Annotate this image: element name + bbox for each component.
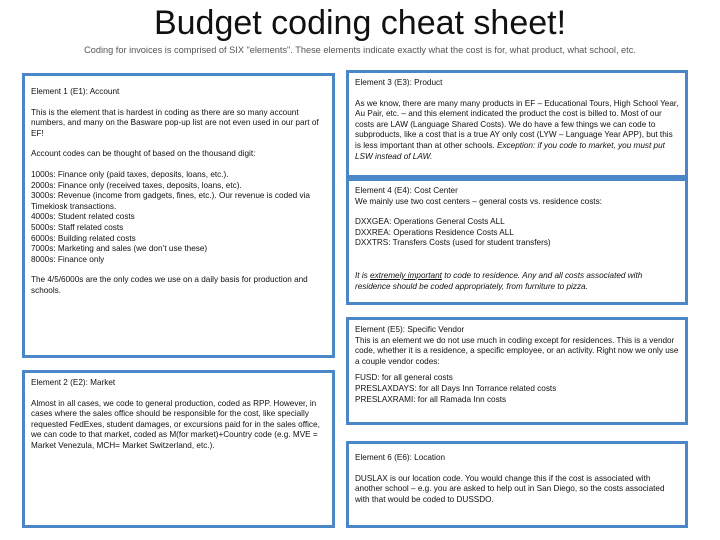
account-code-item: 6000s: Building related costs bbox=[31, 233, 136, 243]
element-6-location-box bbox=[346, 441, 688, 528]
account-code-item: 8000s: Finance only bbox=[31, 254, 105, 264]
account-code-item: 1000s: Finance only (paid taxes, deposits, loans, etc.). bbox=[31, 169, 229, 179]
note-suffix: to code to residence. Any and all costs associated with residence should be coded appropriately, from furniture to pizza. bbox=[355, 270, 643, 291]
element-6-body: DUSLAX is our location code. You would change this if the cost is associated with another school – e.g. you are asked to help out in San Diego, so the costs associated with that would be coded to DUSSDO. bbox=[355, 473, 665, 504]
page-subtitle: Coding for invoices is comprised of SIX "elements". These elements indicate exactly what the cost is for, what product, what school, etc. bbox=[84, 45, 636, 55]
account-code-item: 2000s: Finance only (received taxes, deposits, loans, etc). bbox=[31, 180, 242, 190]
residence-importance-note bbox=[355, 271, 679, 292]
element-1-heading: Element 1 (E1): Account bbox=[31, 87, 120, 96]
element-5-heading: Element (E5): Specific Vendor bbox=[355, 325, 465, 334]
element-1-daily-note: The 4/5/6000s are the only codes we use on a daily basis for production and schools. bbox=[31, 275, 308, 295]
cost-center-item: DXXREA: Operations Residence Costs ALL bbox=[355, 227, 514, 237]
element-1-intro: This is the element that is hardest in coding as there are so many account numbers, and many on the Basware pop-up list are not even used in our part of EF! bbox=[31, 107, 319, 138]
element-4-cost-center-box bbox=[346, 178, 688, 305]
account-code-item: 4000s: Student related costs bbox=[31, 212, 135, 222]
element-3-body bbox=[355, 99, 679, 163]
element-5-intro: This is an element we do not use much in coding except for residences. This is a vendor code, whether it is a residence, a specific employee, or an activity. Right now we only use a couple vendor codes: bbox=[355, 335, 679, 366]
element-1-thousand-digit: Account codes can be thought of based on the thousand digit: bbox=[31, 149, 256, 159]
element-2-heading: Element 2 (E2): Market bbox=[31, 378, 116, 387]
element-2-body: Almost in all cases, we code to general production, coded as RPP. However, in cases where the sales office should be responsible for the cost, like specially requested FedExes, student damages, or excursions paid for in the sales office, we can code to that market, coded as M(for market)+Country code (e.g. MVE = Market Venezula, MCH= Market Switzerland, etc.). bbox=[31, 398, 320, 450]
vendor-code-item: PRESLAXDAYS: for all Days Inn Torrance related costs bbox=[355, 383, 557, 393]
page-title: Budget coding cheat sheet! bbox=[153, 4, 567, 42]
element-1-account-box bbox=[22, 73, 335, 358]
element-5-vendor-box bbox=[346, 317, 688, 425]
element-6-heading: Element 6 (E6): Location bbox=[355, 453, 446, 462]
cost-center-item: DXXTRS: Transfers Costs (used for student transfers) bbox=[355, 238, 551, 248]
element-3-heading: Element 3 (E3): Product bbox=[355, 78, 443, 87]
element-3-text: As we know, there are many many products in EF – Educational Tours, High School Year, Au Pair, etc. – and this element indicated the product the cost is billed to. Most of our costs are LAW (Language Shared Costs). We do have a few things we can code to subproducts, like a cost that is a true AY only cost (LYW – Language Year APP), but this is less important than at other schools. bbox=[355, 98, 679, 150]
cost-center-list bbox=[355, 217, 679, 249]
vendor-code-item: FUSD: for all general costs bbox=[355, 373, 453, 383]
element-4-heading: Element 4 (E4): Cost Center bbox=[355, 186, 458, 195]
element-3-product-box bbox=[346, 70, 688, 178]
note-emphasis: extremely important bbox=[370, 270, 442, 280]
element-4-intro: We mainly use two cost centers – general costs vs. residence costs: bbox=[355, 196, 602, 206]
cost-center-item: DXXGEA: Operations General Costs ALL bbox=[355, 217, 505, 227]
note-prefix: It is bbox=[355, 270, 371, 280]
element-2-market-box bbox=[22, 370, 335, 528]
account-code-item: 7000s: Marketing and sales (we don’t use these) bbox=[31, 244, 208, 254]
account-code-list bbox=[31, 170, 326, 265]
vendor-code-list bbox=[355, 373, 679, 405]
account-code-item: 5000s: Staff related costs bbox=[31, 222, 124, 232]
account-code-item: 3000s: Revenue (income from gadgets, fines, etc.). Our revenue is coded via Timekiosk transactions. bbox=[31, 191, 310, 211]
vendor-code-item: PRESLAXRAMI: for all Ramada Inn costs bbox=[355, 394, 507, 404]
element-3-exception: Exception: if you code to market, you must put LSW instead of LAW. bbox=[355, 140, 665, 161]
